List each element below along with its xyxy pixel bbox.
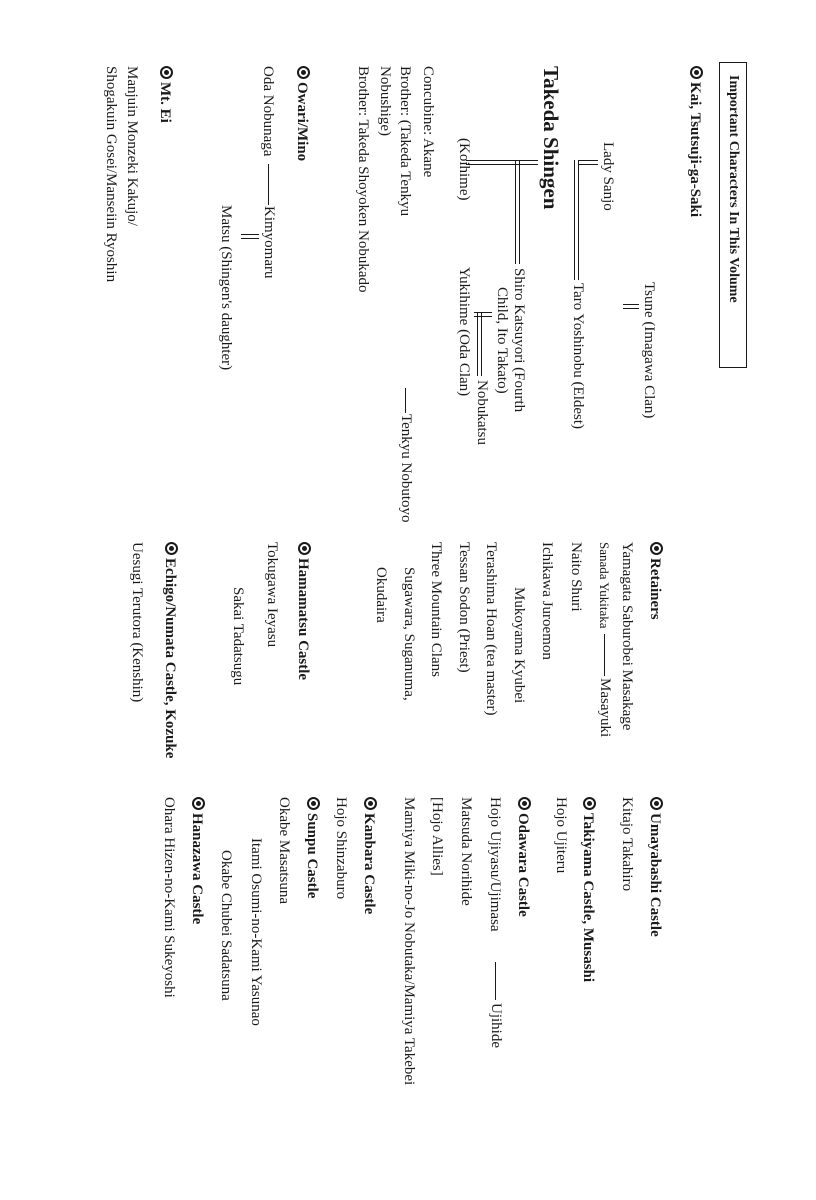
koihime: (Koihime) — [456, 138, 472, 201]
brother-shoyoken: Brother: Takeda Shoyoken Nobukado — [355, 66, 371, 293]
section-hamamatsu — [295, 542, 311, 680]
bullet-icon — [297, 66, 310, 79]
sanada: Sanada Yukitaka — [597, 542, 612, 629]
lady-sanjo: Lady Sanjo — [600, 142, 616, 211]
takeda-shingen: Takeda Shingen — [539, 66, 563, 210]
uesugi: Uesugi Terutora (Kenshin) — [129, 542, 145, 703]
sakai: Sakai Tadatsugu — [230, 587, 246, 686]
marriage-line — [578, 160, 598, 165]
connector-line — [495, 962, 496, 1000]
ohara: Ohara Hizen-no-Kami Sukeyoshi — [161, 797, 177, 998]
tsune: Tsune (Imagawa Clan) — [641, 282, 657, 419]
section-odawara-label: Odawara Castle — [515, 813, 531, 917]
bullet-icon — [307, 797, 320, 810]
oda-nobunaga: Oda Nobunaga — [260, 66, 276, 157]
itami: Itami Osumi-no-Kami Yasunao — [248, 838, 264, 1026]
section-hanazawa-label: Hanazawa Castle — [189, 813, 205, 925]
mukoyama: Mukoyama Kyubei — [511, 587, 527, 704]
ei-line-2: Shogakuin Gosei/Manseiin Ryoshin — [103, 66, 119, 283]
okabe-masatsuna: Okabe Masatsuna — [276, 797, 292, 905]
bullet-icon — [298, 542, 311, 555]
sugawara: Sugawara, Suganuma, — [401, 567, 417, 701]
marriage-line — [623, 304, 639, 309]
matsu: Matsu (Shingen's daughter) — [218, 205, 234, 371]
shiro-katsuyori-note: Child, Ito Takato) — [494, 287, 510, 394]
hojo-shinzaburo: Hojo Shinzaburo — [333, 797, 349, 900]
ei-line-1: Manjuin Monzeki Kakujo/ — [124, 66, 140, 226]
parent-line — [574, 160, 579, 280]
section-odawara — [515, 797, 531, 917]
section-echigo — [162, 542, 178, 758]
bullet-icon — [192, 797, 205, 810]
section-kanbara-label: Kanbara Castle — [361, 813, 377, 915]
taro-yoshinobu: Taro Yoshinobu (Eldest) — [570, 283, 586, 430]
section-sunpu — [304, 797, 320, 898]
parent-line — [477, 312, 482, 376]
kimyomaru: Kimyomaru — [261, 206, 277, 279]
yamagata: Yamagata Saburobei Masakage — [619, 542, 635, 731]
section-ei — [157, 66, 173, 123]
marriage-line — [466, 160, 538, 165]
section-kanbara — [361, 797, 377, 914]
section-owari — [294, 66, 310, 161]
brother-tenkyu-cont: Nobushige) — [377, 66, 393, 136]
kitajo: Kitajo Takahiro — [619, 797, 635, 892]
section-takiyama-label: Takiyama Castle, Musashi — [580, 813, 596, 983]
bullet-icon — [583, 797, 596, 810]
hojo-ujiyasu: Hojo Ujiyasu/Ujimasa — [487, 797, 503, 932]
bullet-icon — [690, 66, 703, 79]
bullet-icon — [160, 66, 173, 79]
page-title: Important Characters In This Volume — [726, 75, 741, 303]
hojo-ujiteru: Hojo Ujiteru — [553, 797, 569, 874]
yukihime: Yukihime (Oda Clan) — [456, 267, 472, 397]
terashima: Terashima Hoan (tea master) — [483, 542, 499, 716]
section-umayabashi-label: Umayabashi Castle — [647, 813, 663, 937]
marriage-line — [241, 234, 259, 239]
tessan: Tessan Sodon (Priest) — [456, 542, 472, 673]
mamiya: Mamiya Miki-no-Jo Nobutaka/Mamiya Takebei — [401, 797, 417, 1086]
section-retainers — [647, 542, 663, 620]
section-umayabashi — [647, 797, 663, 937]
concubine: Concubine: Akane — [420, 66, 436, 178]
three-mountain-clans: Three Mountain Clans — [428, 542, 444, 677]
section-ei-label: Mt. Ei — [157, 82, 173, 123]
bullet-icon — [364, 797, 377, 810]
connector-line — [604, 634, 605, 676]
bullet-icon — [165, 542, 178, 555]
hojo-allies: [Hojo Allies] — [429, 797, 445, 876]
ichikawa: Ichikawa Juroemon — [539, 542, 555, 660]
bullet-icon — [650, 542, 663, 555]
parent-line — [515, 160, 520, 264]
tokugawa: Tokugawa Ieyasu — [264, 542, 280, 648]
section-owari-label: Owari/Mino — [294, 82, 310, 162]
nobukatsu: Nobukatsu — [474, 380, 490, 445]
okudaira: Okudaira — [373, 567, 389, 623]
bullet-icon — [518, 797, 531, 810]
masayuki: Masayuki — [597, 678, 613, 738]
section-kai-label: Kai, Tsutsuji-ga-Saki — [687, 82, 703, 218]
section-takiyama — [580, 797, 596, 982]
okabe-chubei: Okabe Chubei Sadatsuna — [218, 850, 234, 1001]
section-hamamatsu-label: Hamamatsu Castle — [295, 558, 311, 681]
connector-line — [405, 388, 406, 413]
section-echigo-label: Echigo/Numata Castle, Kozuke — [162, 558, 178, 759]
section-kai — [687, 66, 703, 217]
tenkyu-nobutoyo: Tenkyu Nobutoyo — [398, 414, 414, 523]
section-sunpu-label: Sunpu Castle — [304, 813, 320, 899]
bullet-icon — [650, 797, 663, 810]
brother-tenkyu: Brother: (Takeda Tenkyu — [397, 66, 413, 217]
shiro-katsuyori: Shiro Katsuyori (Fourth — [511, 268, 527, 413]
section-retainers-label: Retainers — [647, 558, 663, 620]
matsuda: Matsuda Norihide — [458, 797, 474, 906]
section-hanazawa — [189, 797, 205, 924]
connector-line — [268, 164, 269, 205]
ujihide: Ujihide — [488, 1003, 504, 1048]
naito: Naito Shuri — [568, 542, 584, 612]
